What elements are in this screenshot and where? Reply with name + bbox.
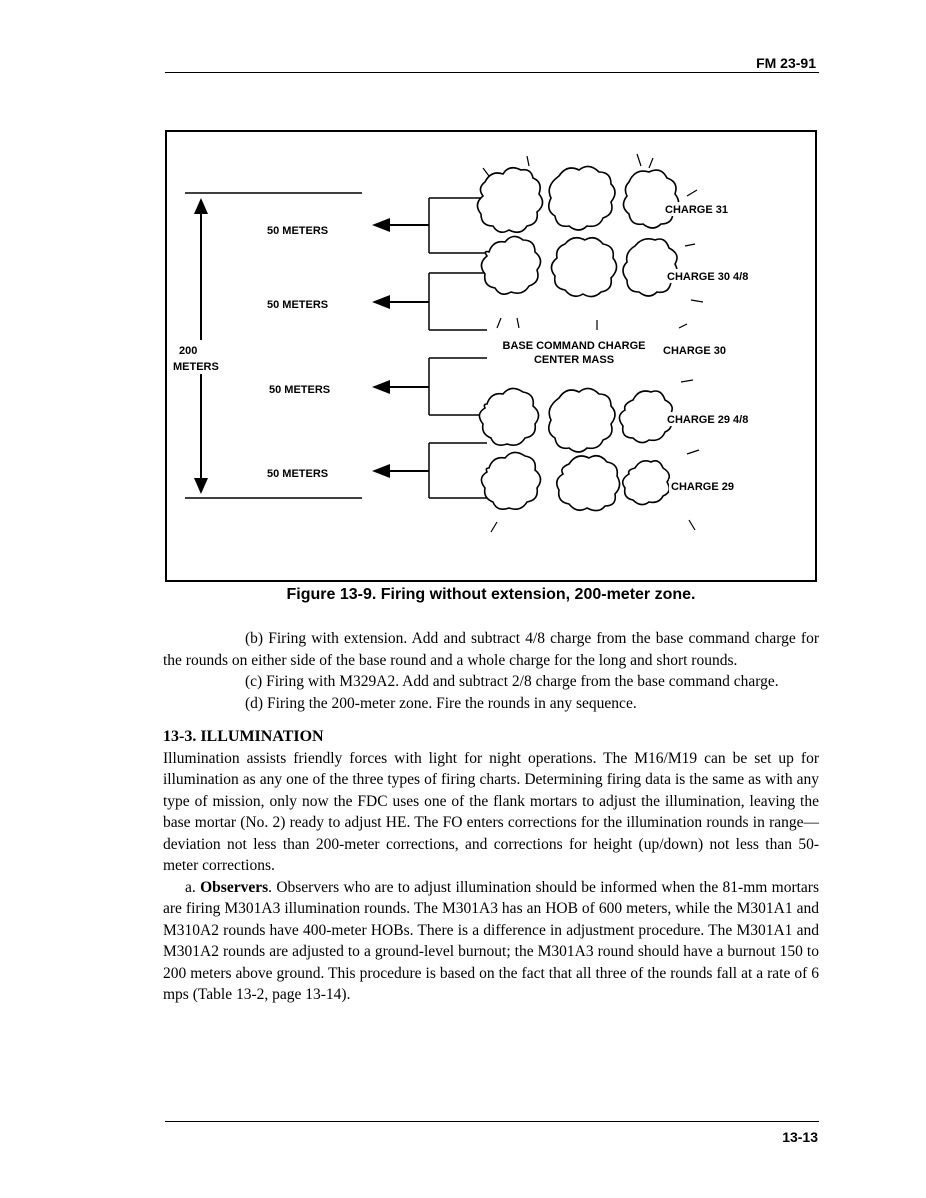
section-heading: 13-3. ILLUMINATION: [163, 728, 324, 745]
base-label-line1: BASE COMMAND CHARGE: [502, 340, 646, 352]
paragraph-illumination: Illumination assists friendly forces with light for night operations. The M16/M19 can be set up for illumination as any one of the three types of firing charts. Determining firing data is the same as with any type of mission, only now the FDC uses one of the flank mortars to adjust the illumination, leaving the base mortar (No. 2) ready to adjust HE. The FO enters corrections for the illumination rounds in range—deviation not less than 200-meter corrections, and corrections for height (up/down) not less than 50-meter corrections.: [163, 749, 819, 874]
arrowhead-left-2: [372, 295, 390, 309]
charge-label-29-4-8: CHARGE 29 4/8: [667, 414, 749, 426]
charge-label-30: CHARGE 30: [663, 345, 726, 357]
paragraph-d: (d) Firing the 200-meter zone. Fire the rounds in any sequence.: [245, 694, 637, 712]
meter-label-3: 50 METERS: [269, 384, 331, 396]
bracket-2: [429, 273, 487, 330]
page-number: 13-13: [782, 1129, 818, 1145]
document-id: FM 23-91: [756, 55, 816, 71]
zone-label-200: 200: [179, 345, 198, 357]
burst-1: [477, 168, 542, 233]
base-label-line2: CENTER MASS: [533, 354, 615, 366]
burst-11: [557, 456, 620, 511]
paragraph-b: (b) Firing with extension. Add and subtract 4/8 charge from the base command charge for the rounds on either side of the base round and a whole charge for the long and short rounds.: [163, 630, 819, 669]
footer-rule: [165, 1121, 819, 1122]
arrowhead-left-3: [372, 380, 390, 394]
meter-label-2: 50 METERS: [267, 299, 329, 311]
arrowhead-left-4: [372, 464, 390, 478]
paragraph-c: (c) Firing with M329A2. Add and subtract 2/8 charge from the base command charge.: [245, 673, 779, 690]
figure-drawing: [167, 132, 815, 580]
burst-7: [479, 388, 538, 445]
arrowhead-left-1: [372, 218, 390, 232]
body-text: [163, 628, 819, 1006]
burst-9: [619, 391, 672, 443]
bracket-4: [429, 443, 487, 498]
arrowhead-down: [194, 478, 208, 494]
figure-caption: Figure 13-9. Firing without extension, 200-meter zone.: [286, 586, 696, 603]
burst-8: [549, 388, 615, 452]
burst-6: [623, 239, 677, 296]
charge-label-29: CHARGE 29: [671, 481, 734, 493]
meter-label-4: 50 METERS: [267, 468, 329, 480]
figure-13-9: [165, 130, 817, 582]
paragraph-a-title: Observers: [200, 878, 269, 896]
arrowhead-up: [194, 198, 208, 214]
zone-label-meters: METERS: [173, 361, 219, 373]
burst-3: [623, 170, 678, 228]
burst-10: [481, 452, 540, 509]
bracket-3: [429, 358, 487, 415]
charge-label-30-4-8: CHARGE 30 4/8: [667, 271, 749, 283]
header-rule: [165, 72, 819, 73]
burst-12: [623, 461, 670, 505]
paragraph-a-text: . Observers who are to adjust illumination should be informed when the 81-mm mortars are firing M301A3 illumination rounds. The M301A3 has an HOB of 600 meters, while the M301A1 and M310A2 rounds have 400-meter HOBs. There is a difference in adjustment procedure. The M301A1 and M301A2 rounds are adjusted to a ground-level burnout; the M301A3 round should have a burnout 150 to 200 meters above ground. This procedure is based on the fact that all three of the rounds fall at a rate of 6 mps (Table 13-2, page 13-14).: [163, 878, 820, 1003]
burst-4: [481, 236, 540, 294]
meter-label-1: 50 METERS: [267, 225, 329, 237]
paragraph-a-prefix: a.: [185, 878, 196, 896]
paragraph-a: [163, 877, 819, 1006]
burst-5: [551, 238, 616, 297]
charge-label-31: CHARGE 31: [665, 204, 728, 216]
burst-2: [549, 166, 615, 230]
